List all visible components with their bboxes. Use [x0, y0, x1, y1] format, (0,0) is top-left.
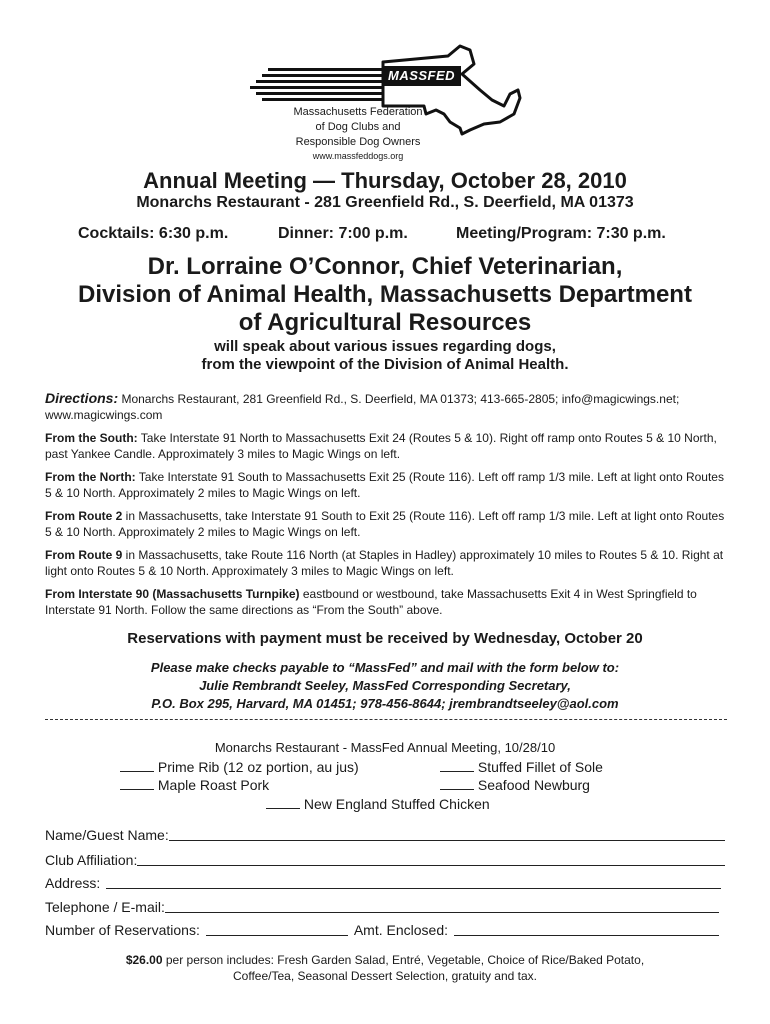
speaker-topic	[0, 338, 770, 374]
directions-route2	[45, 508, 727, 540]
north-text: Take Interstate 91 South to Massachusetts Exit 25 (Route 116). Left off ramp 1/3 mile. Left at light onto Routes 5 & 10 North. Approximately 2 miles to Magic Wings on left.	[45, 470, 724, 500]
route2-label: From Route 2	[45, 509, 123, 523]
speaker-sub2: from the viewpoint of the Division of Animal Health.	[201, 356, 569, 373]
reservations-amount-row	[45, 921, 719, 938]
newburg-blank[interactable]	[440, 777, 474, 790]
pork-label: Maple Roast Pork	[157, 777, 270, 793]
name-label: Name/Guest Name:	[45, 827, 169, 843]
reservations-deadline: Reservations with payment must be received by Wednesday, October 20	[127, 630, 643, 647]
directions-intro	[45, 390, 727, 423]
directions-label: Directions:	[45, 390, 119, 406]
dinner-time: Dinner: 7:00 p.m.	[278, 225, 408, 242]
menu-sole[interactable]	[440, 759, 603, 775]
address-label: Address:	[45, 875, 101, 891]
phone-line[interactable]	[165, 898, 719, 913]
pricing-line1	[0, 952, 770, 968]
directions-route9	[45, 547, 727, 579]
pricing-note	[0, 952, 770, 984]
logo-caption-line3: Responsible Dog Owners	[295, 136, 421, 148]
logo-brand: MASSFED	[388, 68, 456, 83]
chicken-label: New England Stuffed Chicken	[303, 796, 490, 812]
form-title: Monarchs Restaurant - MassFed Annual Meeting, 10/28/10	[214, 740, 556, 755]
logo-caption-line2: of Dog Clubs and	[315, 121, 401, 133]
name-field[interactable]	[45, 826, 725, 843]
pricing-line2: Coffee/Tea, Seasonal Dessert Selection, gratuity and tax.	[233, 969, 537, 983]
speaker-line1: Dr. Lorraine O’Connor, Chief Veterinarian,	[147, 253, 623, 280]
south-text: Take Interstate 91 North to Massachusetts Exit 24 (Routes 5 & 10). Right off ramp onto Routes 5 & 10 North, past Yankee Candle. Approximately 3 miles to Magic Wings on left.	[45, 431, 717, 461]
route2-text: in Massachusetts, take Interstate 91 South to Exit 25 (Route 116). Left off ramp 1/3 mile. Left at light onto Routes 5 & 10 North. Approximately 2 miles to Magic Wings on left.	[45, 509, 725, 539]
directions-north	[45, 469, 727, 501]
pricing-text1: per person includes: Fresh Garden Salad, Entré, Vegetable, Choice of Rice/Baked Potato,	[162, 953, 645, 967]
meeting-venue: Monarchs Restaurant - 281 Greenfield Rd., S. Deerfield, MA 01373	[136, 194, 634, 211]
menu-chicken[interactable]	[266, 796, 490, 812]
phone-field[interactable]	[45, 898, 719, 915]
directions-i90	[45, 586, 727, 618]
sole-blank[interactable]	[440, 759, 474, 772]
checks-line2: Julie Rembrandt Seeley, MassFed Corresponding Secretary,	[199, 678, 571, 693]
north-label: From the North:	[45, 470, 136, 484]
logo-caption	[278, 105, 438, 162]
i90-text: eastbound or westbound, take Massachusetts Exit 4 in West Springfield to Interstate 91 North. Follow the same directions as “From the South” above.	[45, 587, 697, 617]
directions-intro-text: Monarchs Restaurant, 281 Greenfield Rd., S. Deerfield, MA 01373; 413-665-2805; info@magicwings.net; www.magicwings.com	[45, 392, 680, 422]
meeting-heading: Annual Meeting — Thursday, October 28, 2010	[143, 168, 627, 193]
i90-label: From Interstate 90 (Massachusetts Turnpike)	[45, 587, 300, 601]
pork-blank[interactable]	[120, 777, 154, 790]
price: $26.00	[125, 953, 163, 967]
chicken-blank[interactable]	[266, 796, 300, 809]
route9-label: From Route 9	[45, 548, 123, 562]
south-label: From the South:	[45, 431, 138, 445]
name-line[interactable]	[169, 826, 725, 841]
num-res-label: Number of Reservations:	[45, 922, 200, 938]
club-line[interactable]	[137, 851, 725, 866]
menu-newburg[interactable]	[440, 777, 590, 793]
directions-section	[45, 390, 727, 625]
sole-label: Stuffed Fillet of Sole	[477, 759, 603, 775]
speaker-block	[0, 253, 770, 337]
newburg-label: Seafood Newburg	[477, 777, 590, 793]
address-field[interactable]	[45, 874, 721, 891]
speaker-sub1: will speak about various issues regarding dogs,	[214, 338, 556, 355]
amount-label: Amt. Enclosed:	[353, 922, 448, 938]
payment-instructions	[0, 659, 770, 713]
route9-text: in Massachusetts, take Route 116 North (at Staples in Hadley) approximately 10 miles to Routes 5 & 10. Right at light onto Routes 5 & 10 North. Approximately 3 miles to Magic Wings on left.	[45, 548, 724, 578]
menu-pork[interactable]	[120, 777, 269, 793]
speaker-line2: Division of Animal Health, Massachusetts Department	[78, 281, 692, 308]
menu-prime-rib[interactable]	[120, 759, 359, 775]
directions-south	[45, 430, 727, 462]
massfed-logo	[248, 44, 528, 164]
phone-label: Telephone / E-mail:	[45, 899, 165, 915]
cut-line	[45, 719, 727, 720]
program-time: Meeting/Program: 7:30 p.m.	[456, 225, 666, 242]
cocktails-time: Cocktails: 6:30 p.m.	[78, 225, 229, 242]
checks-line3: P.O. Box 295, Harvard, MA 01451; 978-456-8644; jrembrandtseeley@aol.com	[151, 696, 619, 711]
address-line[interactable]	[106, 874, 721, 889]
amount-line[interactable]	[454, 921, 719, 936]
prime-rib-label: Prime Rib (12 oz portion, au jus)	[157, 759, 359, 775]
num-res-line[interactable]	[206, 921, 348, 936]
logo-caption-line1: Massachusetts Federation	[293, 106, 423, 118]
club-field[interactable]	[45, 851, 725, 868]
logo-url: www.massfeddogs.org	[312, 151, 404, 161]
checks-line1: Please make checks payable to “MassFed” and mail with the form below to:	[150, 660, 620, 675]
club-label: Club Affiliation:	[45, 852, 138, 868]
prime-rib-blank[interactable]	[120, 759, 154, 772]
speaker-line3: of Agricultural Resources	[238, 309, 532, 336]
